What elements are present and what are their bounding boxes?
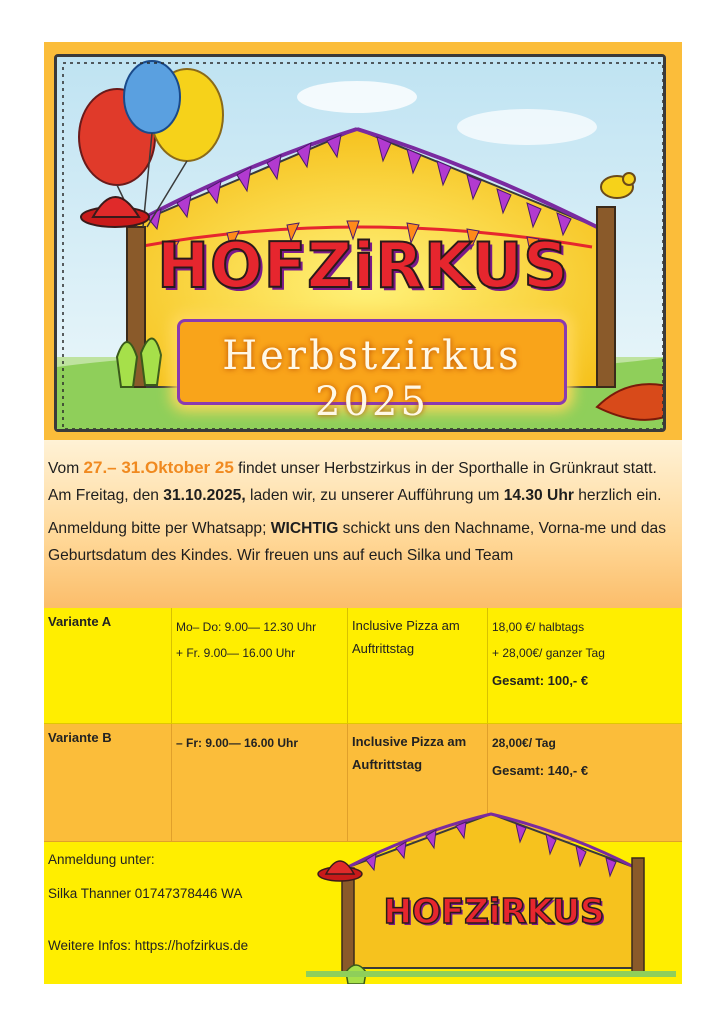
variant-times <box>172 608 348 724</box>
header-subtitle: Herbstzirkus 2025 <box>222 333 522 425</box>
intro-text <box>44 440 682 608</box>
variant-extra: Inclusive Pizza am Auftrittstag <box>348 724 488 842</box>
variant-prices <box>488 608 682 724</box>
intro-text-part: Vom <box>48 460 84 477</box>
time-line: + Fr. 9.00— 16.00 Uhr <box>176 646 296 660</box>
time-line: – Fr: 9.00— 16.00 Uhr <box>176 736 299 750</box>
intro-text-part: findet unser Herbstzirkus in der Sporthalle in Grünkraut statt. Am Freitag, den <box>48 460 657 504</box>
intro-text-part: schickt uns den Nachname, Vorna-me und das Geburtsdatum des Kindes. Wir freuen uns auf euch Silka und Team <box>48 520 666 564</box>
variant-extra: Inclusive Pizza am Auftrittstag <box>348 608 488 724</box>
website-link[interactable]: Weitere Infos: https://hofzirkus.de <box>48 938 249 953</box>
intro-text-part: herzlich ein. <box>573 487 662 504</box>
header-title: HOFZiRKUS <box>157 229 569 302</box>
event-dates: 27.– 31.Oktober 25 <box>83 458 234 477</box>
performance-date: 31.10.2025, <box>163 487 246 504</box>
performance-time: 14.30 Uhr <box>503 487 574 504</box>
important-label: WICHTIG <box>270 520 339 537</box>
table-row-variant-a <box>44 608 682 724</box>
footer <box>44 842 682 984</box>
variant-name: Variante A <box>44 608 172 724</box>
intro-text-part: laden wir, zu unserer Aufführung um <box>245 487 504 504</box>
flyer-page <box>44 42 682 984</box>
price-line: + 28,00€/ ganzer Tag <box>492 646 605 660</box>
variant-total: Gesamt: 100,- € <box>492 673 589 688</box>
price-line: 18,00 €/ halbtags <box>492 620 585 634</box>
signup-label: Anmeldung unter: <box>48 852 155 867</box>
intro-paragraph-2 <box>48 515 678 569</box>
contact-block <box>48 850 248 956</box>
intro-paragraph-1 <box>48 454 678 509</box>
contact-phone[interactable]: Silka Thanner 01747378446 WA <box>48 886 243 901</box>
footer-logo-title: HOFZiRKUS <box>383 892 605 932</box>
intro-text-part: Anmeldung bitte per Whatsapp; <box>48 520 271 537</box>
variant-total: Gesamt: 140,- € <box>492 763 589 778</box>
price-line: 28,00€/ Tag <box>492 736 556 750</box>
header-illustration <box>54 54 666 432</box>
price-table <box>44 608 682 842</box>
variant-name: Variante B <box>44 724 172 842</box>
time-line: Mo– Do: 9.00— 12.30 Uhr <box>176 620 317 634</box>
